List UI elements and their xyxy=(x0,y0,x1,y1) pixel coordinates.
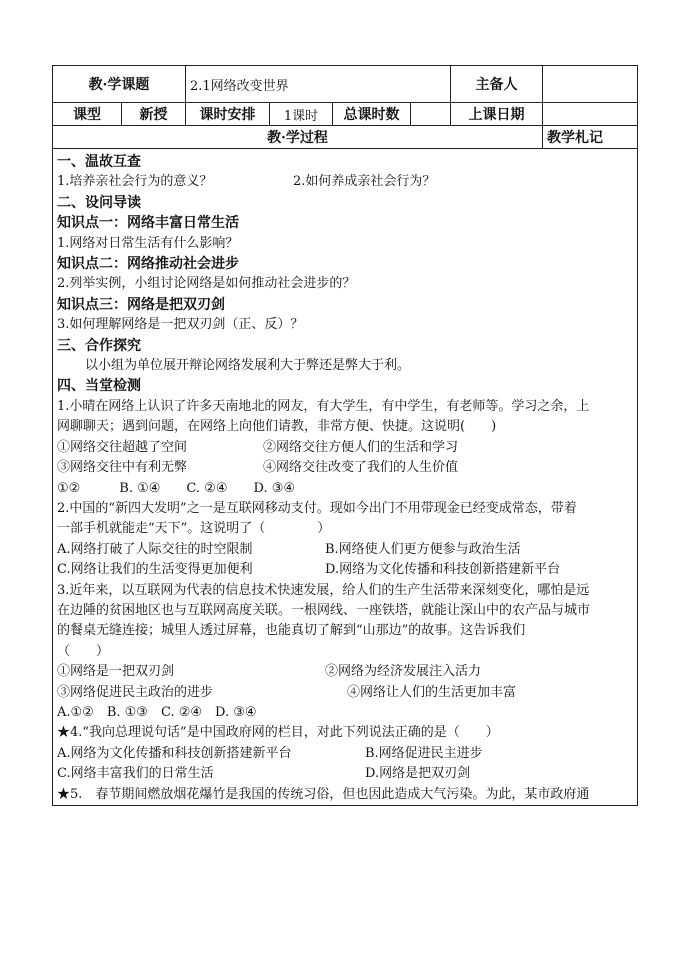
knowledge-question-2: 2.列举实例，小组讨论网络是如何推动社会进步的？ xyxy=(57,276,356,292)
course-title: 2.1网络改变世界 xyxy=(186,66,451,103)
schedule-value: 1课时 xyxy=(270,103,333,126)
notes-title: 教学札记 xyxy=(543,126,638,149)
question-2-options xyxy=(57,540,633,560)
cooperative-task: 以小组为单位展开辩论网络发展利大于弊还是弊大于利。 xyxy=(85,358,411,374)
option: A.网络打破了人际交往的时空限制 xyxy=(57,541,253,557)
date-label: 上课日期 xyxy=(451,103,543,126)
lesson-plan-document xyxy=(52,65,637,806)
option: ④网络让人们的生活更加丰富 xyxy=(347,684,517,700)
process-content-row xyxy=(53,149,638,806)
review-questions xyxy=(57,172,633,192)
process-content xyxy=(53,149,638,806)
process-header-row xyxy=(53,126,638,149)
section-heading: 一、温故互查 xyxy=(57,154,141,170)
question-3-options xyxy=(57,662,633,682)
question-3-stem: 在边陲的贫困地区也与互联网高度关联。一根网线、一座铁塔，就能让深山中的农产品与城市 xyxy=(57,602,591,618)
option: C.网络丰富我们的日常生活 xyxy=(57,766,214,782)
knowledge-point-1: 知识点一：网络丰富日常生活 xyxy=(57,215,239,232)
header-row-1 xyxy=(53,66,638,103)
option: C.网络让我们的生活变得更加便利 xyxy=(57,562,253,578)
total-label: 总课时数 xyxy=(333,103,411,126)
question-1-options xyxy=(57,438,633,458)
question-3-options xyxy=(57,683,633,703)
option: D.网络为文化传播和科技创新搭建新平台 xyxy=(325,562,561,578)
review-question-1: 1.培养亲社会行为的意义？ xyxy=(57,174,213,190)
knowledge-point-3: 知识点三：网络是把双刃剑 xyxy=(57,296,225,313)
total-value xyxy=(411,103,451,126)
schedule-label: 课时安排 xyxy=(186,103,270,126)
course-label: 教·学课题 xyxy=(53,66,186,103)
date-value xyxy=(543,103,638,126)
header-row-2 xyxy=(53,103,638,126)
question-2-options xyxy=(57,560,633,580)
question-3-stem: （ ） xyxy=(57,643,110,659)
question-2-stem: 2.中国的“新四大发明”之一是互联网移动支付。现如今出门不用带现金已经变成常态，带着 xyxy=(57,500,577,516)
option: D.网络是把双刃剑 xyxy=(365,766,471,782)
question-5-stem: ★5. 春节期间燃放烟花爆竹是我国的传统习俗，但也因此造成大气污染。为此，某市政府通 xyxy=(57,786,590,802)
option: ④网络交往改变了我们的人生价值 xyxy=(263,460,459,476)
option: ②网络交往方便人们的生活和学习 xyxy=(263,439,459,455)
type-label: 课型 xyxy=(53,103,122,126)
question-1-stem: 网聊聊天；遇到问题，在网络上向他们请教，非常方便、快捷。这说明( ) xyxy=(57,419,497,435)
knowledge-question-3: 3.如何理解网络是一把双刃剑（正、反）？ xyxy=(57,317,304,333)
section-heading: 四、当堂检测 xyxy=(57,378,141,395)
option: ③网络交往中有利无弊 xyxy=(57,460,188,476)
question-2-stem: 一部手机就能走“天下”。这说明了（ ） xyxy=(57,521,331,537)
knowledge-question-1: 1.网络对日常生活有什么影响？ xyxy=(57,235,239,251)
type-value: 新授 xyxy=(122,103,186,126)
option: B.网络使人们更方便参与政治生活 xyxy=(325,541,521,557)
question-3-stem: 的餐桌无缝连接；城里人透过屏幕，也能真切了解到“山那边”的故事。这告诉我们 xyxy=(57,623,526,639)
option: B.网络促进民主进步 xyxy=(365,745,483,761)
lesson-plan-table xyxy=(52,65,638,806)
process-title: 教·学过程 xyxy=(53,126,543,149)
preparer-label: 主备人 xyxy=(451,66,543,103)
question-1-stem: 1.小晴在网络上认识了许多天南地北的网友，有大学生，有中学生，有老师等。学习之余，上 xyxy=(57,398,590,414)
option: ③网络促进民主政治的进步 xyxy=(57,684,214,700)
section-heading: 二、设问导读 xyxy=(57,194,141,211)
option: ①网络是一把双刃剑 xyxy=(57,664,175,680)
review-question-2: 2.如何养成亲社会行为？ xyxy=(293,174,436,190)
option: ①网络交往超越了空间 xyxy=(57,439,188,455)
question-3-stem: 3.近年来，以互联网为代表的信息技术快速发展，给人们的生产生活带来深刻变化，哪怕是远 xyxy=(57,582,590,598)
question-1-choices: ①② B. ①④ C. ②④ D. ③④ xyxy=(57,480,296,496)
question-4-stem: ★4.“我向总理说句话”是中国政府网的栏目，对此下列说法正确的是（ ） xyxy=(57,725,499,741)
question-1-options xyxy=(57,458,633,478)
question-4-options xyxy=(57,764,633,784)
option: A.网络为文化传播和科技创新搭建新平台 xyxy=(57,745,292,761)
question-4-options xyxy=(57,744,633,764)
section-heading: 三、合作探究 xyxy=(57,337,141,354)
knowledge-point-2: 知识点二：网络推动社会进步 xyxy=(57,256,239,273)
option: ②网络为经济发展注入活力 xyxy=(325,664,482,680)
question-3-choices: A.①② B. ①③ C. ②④ D. ③④ xyxy=(57,704,257,720)
preparer-value xyxy=(543,66,638,103)
